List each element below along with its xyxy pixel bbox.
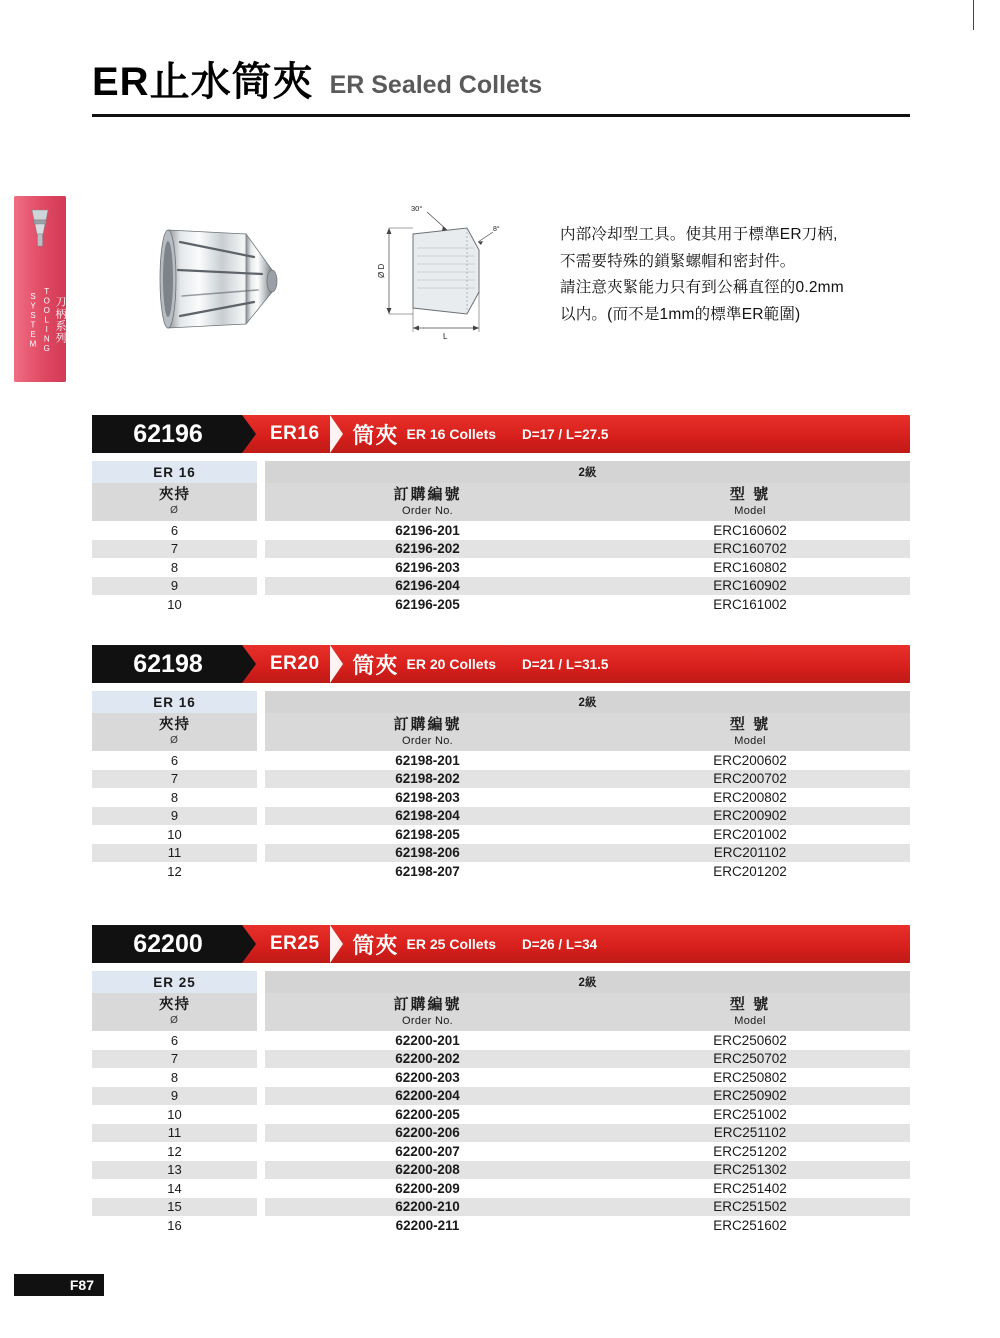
cell-model: ERC200802 [590, 788, 910, 807]
cell-model: ERC250902 [590, 1087, 910, 1106]
clamp-title: ER 16 [92, 691, 257, 713]
clamp-header-diameter: Ø [170, 1015, 179, 1027]
side-tab-tooling-system [14, 196, 66, 382]
cell-order-number: 62198-202 [265, 770, 590, 789]
spec-table-body [92, 751, 910, 881]
side-tab-label-en: TOOLING SYSTEM [28, 286, 52, 354]
chevron-right-icon [330, 925, 343, 963]
spec-table-body [92, 1031, 910, 1235]
clamp-header-diameter: Ø [170, 735, 179, 747]
section-band [92, 645, 910, 683]
cell-order-number: 62196-203 [265, 558, 590, 577]
table-row [92, 751, 910, 770]
cell-model: ERC250702 [590, 1050, 910, 1069]
product-section [92, 925, 910, 1235]
cell-model: ERC251002 [590, 1105, 910, 1124]
crop-mark [973, 0, 974, 30]
cell-order-number: 62200-204 [265, 1087, 590, 1106]
cell-clamp-diameter: 6 [92, 1031, 257, 1050]
model-header [590, 993, 910, 1031]
cell-model: ERC251302 [590, 1161, 910, 1180]
table-row [92, 788, 910, 807]
cell-model: ERC160702 [590, 540, 910, 559]
page-header [92, 62, 910, 117]
table-row [92, 770, 910, 789]
table-row [92, 595, 910, 614]
table-row [92, 1198, 910, 1217]
section-er-size: ER16 [270, 423, 320, 444]
cell-clamp-diameter: 7 [92, 540, 257, 559]
clamp-title: ER 25 [92, 971, 257, 993]
section-name-en: ER 25 Collets [406, 936, 497, 952]
clamp-header [92, 713, 257, 751]
cell-clamp-diameter: 8 [92, 788, 257, 807]
cell-model: ERC200602 [590, 751, 910, 770]
order-header-en: Order No. [402, 1014, 453, 1027]
page-title-cn: ER止水筒夾 [92, 60, 314, 104]
side-tab-label [14, 270, 66, 370]
cell-clamp-diameter: 9 [92, 577, 257, 596]
cell-clamp-diameter: 11 [92, 844, 257, 863]
cell-clamp-diameter: 7 [92, 1050, 257, 1069]
order-header-cn: 訂購編號 [393, 486, 462, 504]
angle-top-label: 30° [411, 204, 423, 213]
section-name-cn: 筒夾 [352, 652, 399, 678]
model-header-en: Model [734, 1014, 766, 1027]
tool-holder-icon [23, 208, 57, 250]
table-row [92, 1031, 910, 1050]
cell-order-number: 62200-211 [265, 1216, 590, 1235]
cell-clamp-diameter: 11 [92, 1124, 257, 1143]
table-row [92, 1050, 910, 1069]
description-line-3: 請注意夾緊能力只有到公稱直徑的0.2mm [560, 279, 844, 297]
cell-order-number: 62200-201 [265, 1031, 590, 1050]
cell-order-number: 62198-207 [265, 862, 590, 881]
cell-clamp-diameter: 16 [92, 1216, 257, 1235]
cell-order-number: 62200-203 [265, 1068, 590, 1087]
description-line-4: 以内。(而不是1mm的標準ER範圍) [560, 305, 801, 323]
table-row [92, 521, 910, 540]
cell-model: ERC201002 [590, 825, 910, 844]
cell-order-number: 62198-204 [265, 807, 590, 826]
cell-model: ERC250602 [590, 1031, 910, 1050]
clamp-header-cn: 夾持 [159, 717, 190, 734]
cell-order-number: 62198-201 [265, 751, 590, 770]
model-header [590, 713, 910, 751]
cell-clamp-diameter: 7 [92, 770, 257, 789]
cell-model: ERC201202 [590, 862, 910, 881]
table-row [92, 558, 910, 577]
cell-model: ERC251602 [590, 1216, 910, 1235]
cell-clamp-diameter: 13 [92, 1161, 257, 1180]
clamp-header-cn: 夾持 [159, 487, 190, 504]
section-code: 62200 [92, 925, 242, 963]
section-er-size: ER25 [270, 933, 320, 954]
cell-model: ERC250802 [590, 1068, 910, 1087]
table-row [92, 1124, 910, 1143]
model-header-cn: 型 號 [729, 716, 771, 734]
order-header-cn: 訂購編號 [393, 716, 462, 734]
section-name-en: ER 20 Collets [406, 656, 497, 672]
order-header-en: Order No. [402, 504, 453, 517]
description-line-2: 不需要特殊的鎖緊螺帽和密封件。 [560, 252, 796, 270]
collet-photo [150, 212, 310, 342]
section-band [92, 925, 910, 963]
product-description [560, 222, 925, 329]
table-row [92, 1179, 910, 1198]
model-header-en: Model [734, 504, 766, 517]
chevron-right-icon [330, 415, 343, 453]
band-arrow-icon [242, 645, 256, 683]
cell-order-number: 62198-206 [265, 844, 590, 863]
cell-clamp-diameter: 14 [92, 1179, 257, 1198]
cell-clamp-diameter: 6 [92, 751, 257, 770]
cell-model: ERC160802 [590, 558, 910, 577]
cell-model: ERC251502 [590, 1198, 910, 1217]
diameter-label: Ø D [377, 263, 386, 278]
table-row [92, 1216, 910, 1235]
product-section [92, 415, 910, 614]
clamp-title: ER 16 [92, 461, 257, 483]
section-name-cn: 筒夾 [352, 422, 399, 448]
clamp-header [92, 483, 257, 521]
cell-order-number: 62200-206 [265, 1124, 590, 1143]
page-number-badge: F87 [14, 1274, 104, 1296]
section-code: 62198 [92, 645, 242, 683]
model-header-en: Model [734, 734, 766, 747]
title-divider [92, 114, 910, 117]
spec-table [92, 691, 910, 881]
grade-header: 2級 [265, 971, 910, 993]
table-row [92, 577, 910, 596]
clamp-header-diameter: Ø [170, 505, 179, 517]
cell-clamp-diameter: 9 [92, 807, 257, 826]
band-arrow-icon [242, 415, 256, 453]
table-row [92, 1068, 910, 1087]
cell-clamp-diameter: 15 [92, 1198, 257, 1217]
table-row [92, 807, 910, 826]
cell-order-number: 62196-201 [265, 521, 590, 540]
description-line-1: 内部冷却型工具。使其用于標準ER刀柄, [560, 226, 838, 243]
product-section [92, 645, 910, 881]
cell-order-number: 62200-210 [265, 1198, 590, 1217]
cell-clamp-diameter: 12 [92, 862, 257, 881]
model-header-cn: 型 號 [729, 996, 771, 1014]
cell-model: ERC251102 [590, 1124, 910, 1143]
order-header-cn: 訂購編號 [393, 996, 462, 1014]
cell-model: ERC161002 [590, 595, 910, 614]
section-code: 62196 [92, 415, 242, 453]
cell-order-number: 62198-203 [265, 788, 590, 807]
table-row [92, 540, 910, 559]
table-row [92, 1087, 910, 1106]
cell-model: ERC251202 [590, 1142, 910, 1161]
cell-order-number: 62198-205 [265, 825, 590, 844]
cell-order-number: 62196-205 [265, 595, 590, 614]
cell-order-number: 62200-209 [265, 1179, 590, 1198]
section-dimensions: D=17 / L=27.5 [522, 426, 609, 442]
cell-order-number: 62200-208 [265, 1161, 590, 1180]
cell-clamp-diameter: 12 [92, 1142, 257, 1161]
table-row [92, 862, 910, 881]
order-header [265, 483, 590, 521]
cell-order-number: 62200-205 [265, 1105, 590, 1124]
cell-order-number: 62200-207 [265, 1142, 590, 1161]
table-row [92, 1161, 910, 1180]
section-name-en: ER 16 Collets [406, 426, 497, 442]
cell-clamp-diameter: 10 [92, 825, 257, 844]
cell-model: ERC201102 [590, 844, 910, 863]
spec-table [92, 971, 910, 1235]
dimension-diagram [375, 198, 525, 343]
table-row [92, 844, 910, 863]
cell-order-number: 62196-202 [265, 540, 590, 559]
section-dimensions: D=21 / L=31.5 [522, 656, 609, 672]
section-dimensions: D=26 / L=34 [522, 936, 598, 952]
cell-model: ERC200702 [590, 770, 910, 789]
order-header [265, 713, 590, 751]
cell-clamp-diameter: 6 [92, 521, 257, 540]
cell-model: ERC251402 [590, 1179, 910, 1198]
model-header [590, 483, 910, 521]
grade-header: 2級 [265, 461, 910, 483]
side-tab-label-cn: 刀柄系列 [54, 296, 66, 344]
spec-table-body [92, 521, 910, 614]
cell-order-number: 62196-204 [265, 577, 590, 596]
cell-clamp-diameter: 8 [92, 558, 257, 577]
clamp-header [92, 993, 257, 1031]
cell-order-number: 62200-202 [265, 1050, 590, 1069]
spec-table [92, 461, 910, 614]
order-header-en: Order No. [402, 734, 453, 747]
angle-right-label: 8° [493, 226, 500, 233]
cell-clamp-diameter: 10 [92, 595, 257, 614]
model-header-cn: 型 號 [729, 486, 771, 504]
table-row [92, 825, 910, 844]
table-row [92, 1142, 910, 1161]
cell-model: ERC160902 [590, 577, 910, 596]
chevron-right-icon [330, 645, 343, 683]
cell-clamp-diameter: 9 [92, 1087, 257, 1106]
section-band [92, 415, 910, 453]
table-row [92, 1105, 910, 1124]
section-er-size: ER20 [270, 653, 320, 674]
band-arrow-icon [242, 925, 256, 963]
cell-clamp-diameter: 10 [92, 1105, 257, 1124]
grade-header: 2級 [265, 691, 910, 713]
cell-model: ERC200902 [590, 807, 910, 826]
clamp-header-cn: 夾持 [159, 997, 190, 1014]
section-name-cn: 筒夾 [352, 932, 399, 958]
cell-model: ERC160602 [590, 521, 910, 540]
length-label: L [443, 332, 448, 341]
order-header [265, 993, 590, 1031]
page-title-en: ER Sealed Collets [329, 70, 543, 99]
cell-clamp-diameter: 8 [92, 1068, 257, 1087]
